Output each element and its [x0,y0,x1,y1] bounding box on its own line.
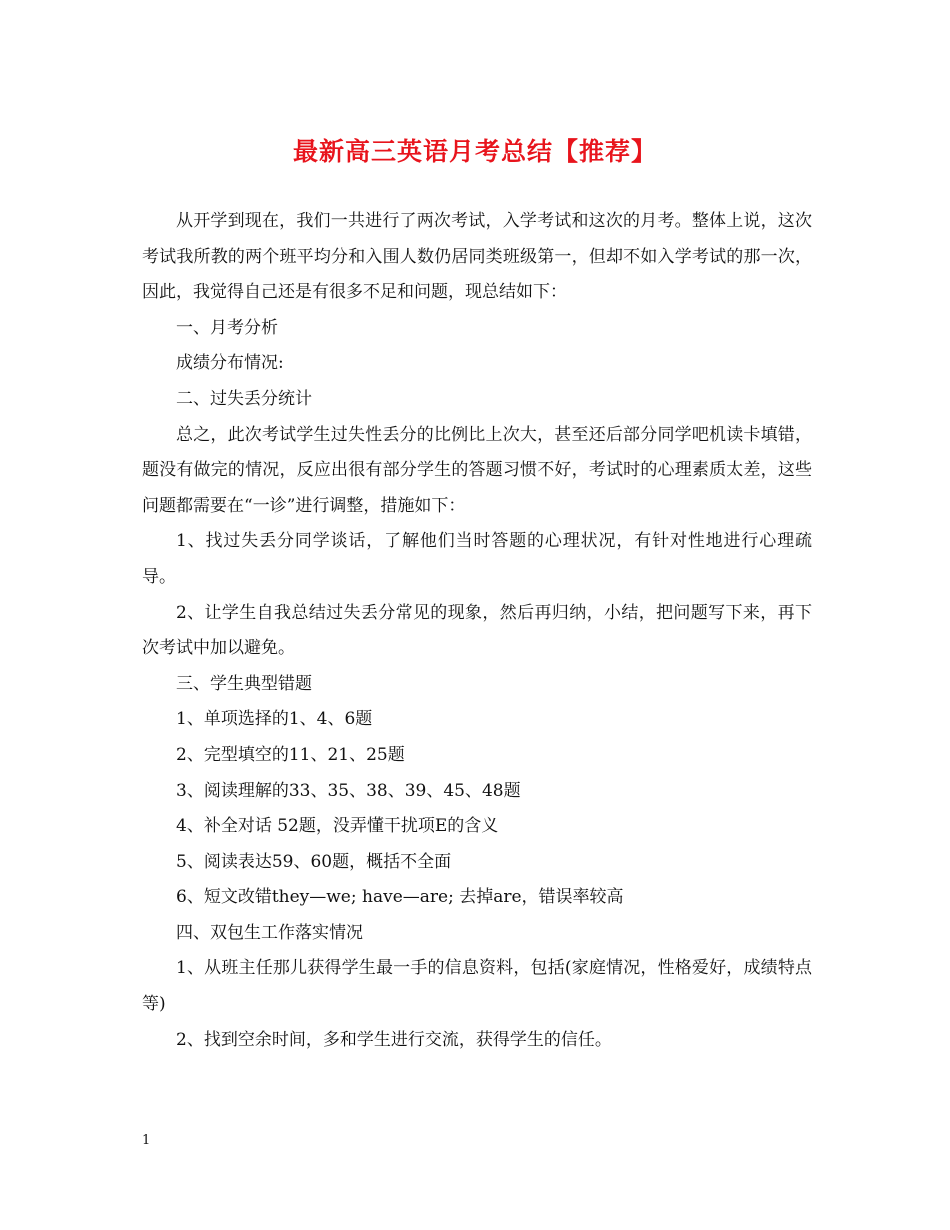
measure-item-1: 1、找过失丢分同学谈话，了解他们当时答题的心理状况，有针对性地进行心理疏导。 [142,531,812,587]
heading-section-1: 一、月考分析 [176,317,278,338]
measure-item-2: 2、让学生自我总结过失丢分常见的现象，然后再归纳，小结，把问题写下来，再下次考试中加以避免。 [142,602,812,659]
error-item-1: 1、单项选择的1、4、6题 [176,709,373,730]
error-item-6: 6、短文改错they—we; have—are; 去掉are，错误率较高 [176,887,624,908]
paragraph-summary: 总之，此次考试学生过失性丢分的比例比上次大，甚至还后部分同学吧机读卡填错，题没有做完的情况，反应出很有部分学生的答题习惯不好，考试时的心理素质太差，这些问题都需要在“一诊”进行调整，措施如下： [142,424,812,516]
document-body [142,204,812,1058]
error-item-4: 4、补全对话 52题，没弄懂干扰项E的含义 [176,816,499,837]
paragraph-intro: 从开学到现在，我们一共进行了两次考试，入学考试和这次的月考。整体上说，这次考试我所教的两个班平均分和入围人数仍居同类班级第一，但却不如入学考试的那一次，因此，我觉得自己还是有很多不足和问题，现总结如下： [142,211,812,303]
heading-section-4: 四、双包生工作落实情况 [176,922,363,943]
work-item-2: 2、找到空余时间，多和学生进行交流，获得学生的信任。 [176,1029,612,1050]
error-item-2: 2、完型填空的11、21、25题 [176,744,405,765]
document-title: 最新高三英语月考总结【推荐】 [292,137,657,166]
heading-section-3: 三、学生典型错题 [176,673,312,694]
page-number: 1 [142,1133,151,1148]
error-item-3: 3、阅读理解的33、35、38、39、45、48题 [176,780,521,801]
heading-section-2: 二、过失丢分统计 [176,388,312,409]
work-item-1: 1、从班主任那儿获得学生最一手的信息资料，包括(家庭情况，性格爱好，成绩特点等) [142,958,812,1015]
paragraph-score-distribution: 成绩分布情况: [176,353,284,374]
error-item-5: 5、阅读表达59、60题，概括不全面 [176,851,452,872]
